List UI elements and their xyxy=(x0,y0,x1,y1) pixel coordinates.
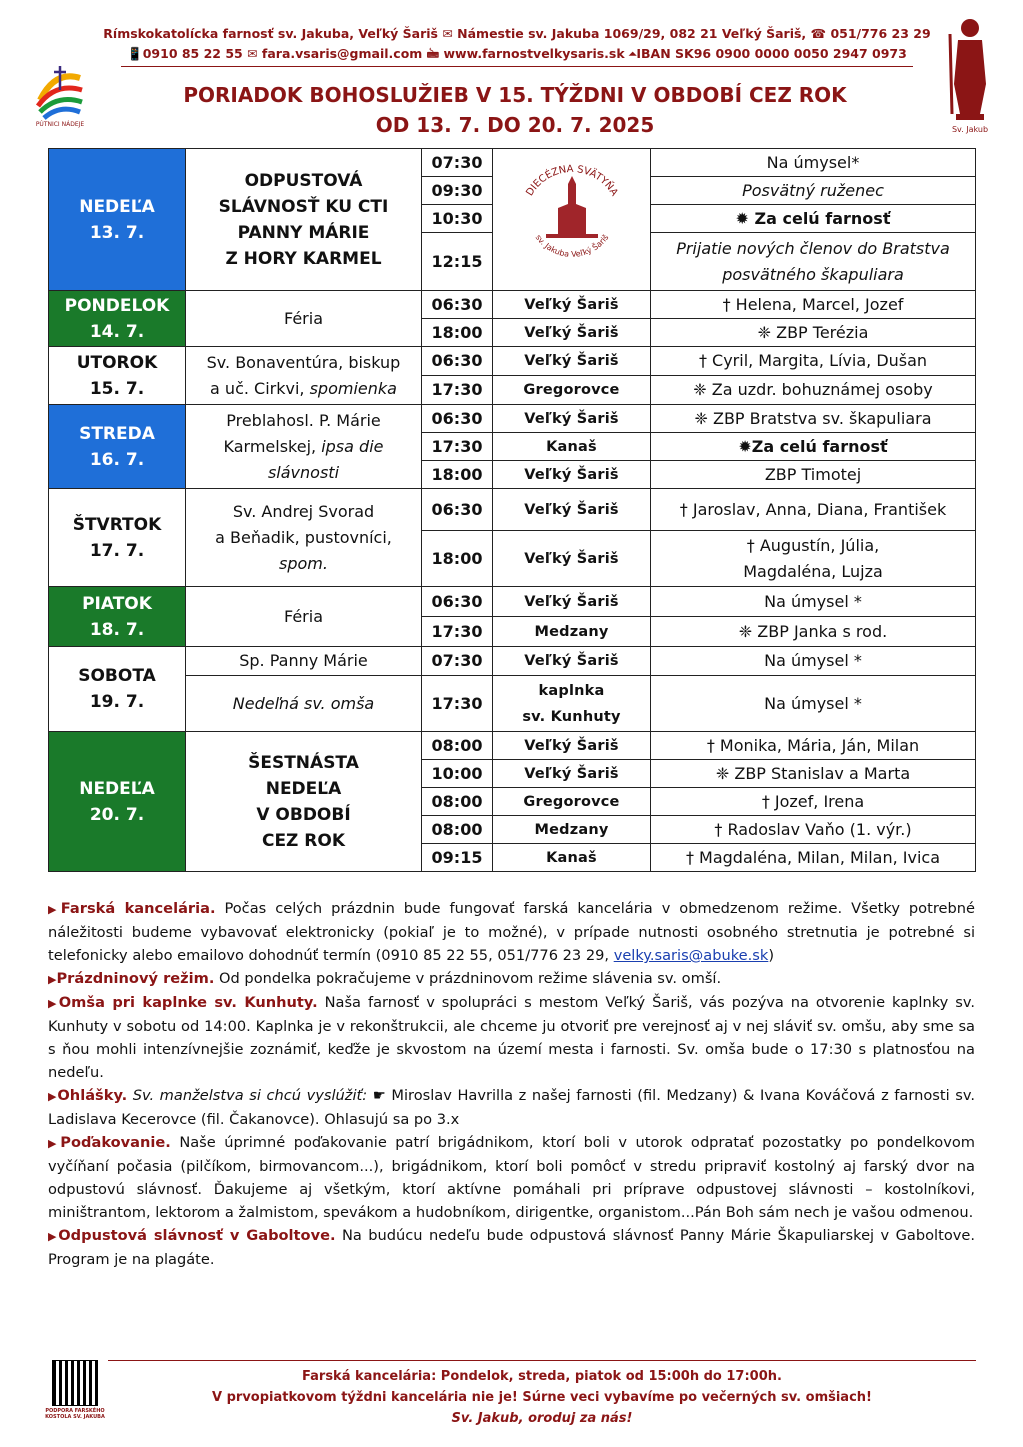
time-cell: 12:15 xyxy=(422,233,493,291)
announcement-item xyxy=(48,1224,975,1271)
place-cell: Veľký Šariš xyxy=(493,319,651,347)
time-cell: 17:30 xyxy=(422,433,493,461)
office-hours: Farská kancelária: Pondelok, streda, piatok od 15:00h do 17:00h. xyxy=(302,1369,782,1384)
announcement-text: ) xyxy=(768,947,775,964)
qr-code-icon[interactable] xyxy=(52,1360,98,1406)
day-name: SOBOTA xyxy=(78,666,156,686)
feast-cell xyxy=(186,405,422,489)
triangle-bullet-icon: ▶ xyxy=(48,1230,59,1243)
table-row xyxy=(49,587,976,617)
day-cell xyxy=(49,149,186,291)
jubilee-logo-icon xyxy=(30,60,90,128)
announcement-text: Na budúcu nedeľu bude odpustová slávnosť Panny Márie Škapuliarskej v Gaboltove. Program je na plagáte. xyxy=(48,1227,976,1268)
table-row xyxy=(49,647,976,676)
feast-line: ODPUSTOVÁ xyxy=(244,170,363,191)
table-row xyxy=(49,291,976,319)
table-row xyxy=(49,489,976,531)
diocesan-shrine-icon xyxy=(512,156,632,276)
place-cell: Gregorovce xyxy=(493,788,651,816)
intent-cell: ❈ Za uzdr. bohuznámej osoby xyxy=(651,376,976,405)
day-name: ŠTVRTOK xyxy=(72,514,162,535)
feast-line: CEZ ROK xyxy=(261,830,346,851)
place-cell: Kanaš xyxy=(493,844,651,872)
mass-schedule-table xyxy=(48,148,976,872)
page-title xyxy=(95,80,935,140)
place-cell: Gregorovce xyxy=(493,376,651,405)
intent-cell: ✹ Za celú farnosť xyxy=(651,205,976,233)
day-name: PIATOK xyxy=(82,593,152,614)
place-line: sv. Kunhuty xyxy=(522,708,621,725)
day-date: 14. 7. xyxy=(89,321,145,342)
day-date: 15. 7. xyxy=(89,378,145,399)
announcement-item xyxy=(48,967,975,991)
intent-line: Prijatie nových členov do Bratstva xyxy=(676,238,950,258)
announcement-item xyxy=(48,1084,975,1131)
announcement-heading: Prázdninový režim. xyxy=(56,970,215,987)
feast-line: ŠESTNÁSTA xyxy=(248,752,359,773)
table-row xyxy=(49,405,976,433)
table-row xyxy=(49,347,976,376)
title-line-1: PORIADOK BOHOSLUŽIEB V 15. TÝŽDNI V OBDOBÍ CEZ ROK xyxy=(183,83,847,107)
day-name: NEDEĽA xyxy=(79,196,155,217)
feast-line: Sv. Bonaventúra, biskup xyxy=(206,352,401,372)
triangle-bullet-icon: ▶ xyxy=(48,997,59,1010)
day-cell xyxy=(49,489,186,587)
feast-line: PANNY MÁRIE xyxy=(237,222,370,243)
time-cell: 10:30 xyxy=(422,205,493,233)
day-name: PONDELOK xyxy=(64,295,170,316)
jubilee-logo-text: PÚTNICI NÁDEJE xyxy=(35,121,85,128)
announcement-text: Naše úprimné poďakovanie patrí brigádnikom, ktorí boli v utorok odpratať pozostatky po pondelkovom vyčíňaní počasia (pilčíkom, birmovancom...), brigádnikom, ktorí boli pomôcť v stredu pripraviť kostolný aj farský dvor na odpustovú slávnosť. Ďakujeme aj všetkým, ktorí aktívne pomáhali pri príprave odpustovej slávnosti – kostolníkovi, miništrantom, lektorom a žalmistom, spevákom a hudobníkom, dirigentke, organistom...Pán Boh sám nech je vašou odmenou. xyxy=(48,1134,976,1221)
feast-cell: Féria xyxy=(186,587,422,647)
intent-cell: ❈ ZBP Terézia xyxy=(651,319,976,347)
intent-cell: † Magdaléna, Milan, Milan, Ivica xyxy=(651,844,976,872)
place-cell xyxy=(493,676,651,732)
time-cell: 08:00 xyxy=(422,788,493,816)
intent-cell: † Helena, Marcel, Jozef xyxy=(651,291,976,319)
feast-cell xyxy=(186,732,422,872)
time-cell: 17:30 xyxy=(422,676,493,732)
day-name: NEDEĽA xyxy=(79,778,155,799)
announcement-heading: Ohlášky. xyxy=(57,1087,128,1104)
intent-line: Magdaléna, Lujza xyxy=(743,561,883,581)
time-cell: 18:00 xyxy=(422,531,493,587)
place-cell: Veľký Šariš xyxy=(493,531,651,587)
place-cell: Medzany xyxy=(493,617,651,647)
time-cell: 06:30 xyxy=(422,405,493,433)
day-cell xyxy=(49,405,186,489)
announcement-text: Naša farnosť v spolupráci s mestom Veľký Šariš, vás pozýva na otvorenie kaplnky sv. Kunhuty v sobotu od 14:00. Kaplnka je v rekonštrukcii, ale chceme ju otvoriť pre verejnosť aj v nej sláviť sv. omšu, aby sme sa s ňou mohli intenzívnejšie zoznámiť, keďže je skvostom na území mesta i farnosti. Sv. omša bude o 17:30 s platnosťou na nedeľu. xyxy=(48,994,975,1081)
announcement-text: Od pondelka pokračujeme v prázdninovom režime slávenia sv. omší. xyxy=(214,970,722,987)
feast-cell xyxy=(186,149,422,291)
shrine-subtitle: sv. Jakuba Veľký Šariš xyxy=(533,232,610,259)
day-cell xyxy=(49,587,186,647)
feast-line: Preblahosl. P. Márie xyxy=(226,410,381,430)
feast-line: a uč. Cirkvi, xyxy=(210,378,310,398)
feast-cell: Sp. Panny Márie xyxy=(186,647,422,676)
day-date: 17. 7. xyxy=(89,540,145,561)
announcement-heading: Farská kancelária. xyxy=(60,900,216,917)
intent-cell: ❈ ZBP Stanislav a Marta xyxy=(651,760,976,788)
footer xyxy=(108,1366,976,1429)
day-cell xyxy=(49,732,186,872)
place-line: kaplnka xyxy=(538,682,605,699)
triangle-bullet-icon: ▶ xyxy=(48,903,61,916)
feast-line-italic: spom. xyxy=(279,553,328,573)
intent-cell: † Radoslav Vaňo (1. výr.) xyxy=(651,816,976,844)
feast-cell xyxy=(186,347,422,405)
time-cell: 18:00 xyxy=(422,319,493,347)
time-cell: 09:30 xyxy=(422,177,493,205)
email-link[interactable]: velky.saris@abuke.sk xyxy=(613,947,769,964)
feast-line: SLÁVNOSŤ KU CTI xyxy=(218,196,389,217)
feast-line: a Beňadik, pustovníci, xyxy=(215,527,392,547)
time-cell: 06:30 xyxy=(422,587,493,617)
time-cell: 09:15 xyxy=(422,844,493,872)
time-cell: 08:00 xyxy=(422,816,493,844)
time-cell: 07:30 xyxy=(422,149,493,177)
day-date: 18. 7. xyxy=(89,619,145,640)
day-date: 13. 7. xyxy=(89,222,145,243)
intent-line: posvätného škapuliara xyxy=(722,264,904,284)
time-cell: 06:30 xyxy=(422,291,493,319)
intent-line: † Augustín, Júlia, xyxy=(746,535,880,555)
day-date: 16. 7. xyxy=(89,449,145,470)
announcement-heading: Odpustová slávnosť v Gaboltove. xyxy=(58,1227,336,1244)
time-cell: 17:30 xyxy=(422,617,493,647)
intent-cell: † Monika, Mária, Ján, Milan xyxy=(651,732,976,760)
announcement-heading: Poďakovanie. xyxy=(60,1134,171,1151)
time-cell: 10:00 xyxy=(422,760,493,788)
place-cell: Veľký Šariš xyxy=(493,347,651,376)
saint-james-caption: Sv. Jakub xyxy=(951,125,989,134)
place-cell: Veľký Šariš xyxy=(493,732,651,760)
announcement-text: Počas celých prázdnin bude fungovať farská kancelária v obmedzenom režime. Všetky potrebné náležitosti budeme vybavovať elektronicky (pokiaľ je to možné), v prípade nutnosti osobného stretnutia je potrebné si telefonicky alebo emailovo dohodnúť termín (0910 85 22 55, 051/776 23 29, xyxy=(48,900,975,964)
intent-cell xyxy=(651,531,976,587)
saint-james-statue-icon xyxy=(940,14,1000,134)
intent-cell: † Cyril, Margita, Lívia, Dušan xyxy=(651,347,976,376)
time-cell: 08:00 xyxy=(422,732,493,760)
shrine-logo-cell xyxy=(493,149,651,291)
table-row xyxy=(49,676,976,732)
place-cell: Veľký Šariš xyxy=(493,461,651,489)
place-cell: Veľký Šariš xyxy=(493,587,651,617)
time-cell: 18:00 xyxy=(422,461,493,489)
announcements xyxy=(48,897,975,1271)
qr-caption: PODPORA FARSKÉHO KOSTOLA SV. JAKUBA xyxy=(45,1408,105,1420)
intent-cell: Na úmysel * xyxy=(651,587,976,617)
place-cell: Veľký Šariš xyxy=(493,489,651,531)
header-line-2: 📱0910 85 22 55 ✉ fara.vsaris@gmail.com 🖮 www.farnostvelkysaris.sk ⏶IBAN SK96 0900 0000 0050 2947 0973 xyxy=(121,44,913,67)
day-cell xyxy=(49,347,186,405)
feast-line-italic: spomienka xyxy=(309,378,397,398)
feast-line: NEDEĽA xyxy=(265,778,342,799)
feast-line: V OBDOBÍ xyxy=(256,804,351,825)
office-note: V prvopiatkovom týždni kancelária nie je! Súrne veci vybavíme po večerných sv. omšiach! xyxy=(212,1390,872,1405)
triangle-bullet-icon: ▶ xyxy=(48,973,57,986)
footer-divider xyxy=(108,1360,976,1361)
feast-line: Z HORY KARMEL xyxy=(225,248,382,269)
prayer-line: Sv. Jakub, oroduj za nás! xyxy=(451,1411,633,1426)
feast-line-italic: slávnosti xyxy=(267,462,340,482)
intent-cell: † Jaroslav, Anna, Diana, František xyxy=(651,489,976,531)
day-date: 19. 7. xyxy=(89,692,145,712)
triangle-bullet-icon: ▶ xyxy=(48,1137,61,1150)
time-cell: 06:30 xyxy=(422,489,493,531)
day-name: STREDA xyxy=(79,423,155,444)
title-line-2: OD 13. 7. DO 20. 7. 2025 xyxy=(375,113,655,137)
announcement-item xyxy=(48,991,975,1084)
table-row xyxy=(49,732,976,760)
intent-cell: Na úmysel * xyxy=(651,676,976,732)
parish-header xyxy=(92,24,942,67)
place-cell: Medzany xyxy=(493,816,651,844)
day-date: 20. 7. xyxy=(89,804,145,825)
day-cell xyxy=(49,647,186,732)
place-cell: Kanaš xyxy=(493,433,651,461)
feast-cell: Nedeľná sv. omša xyxy=(186,676,422,732)
intent-cell: Na úmysel* xyxy=(651,149,976,177)
time-cell: 17:30 xyxy=(422,376,493,405)
table-row xyxy=(49,149,976,177)
triangle-bullet-icon: ▶ xyxy=(48,1090,58,1103)
intent-cell: Posvätný ruženec xyxy=(651,177,976,205)
feast-line-italic: ipsa die xyxy=(321,436,384,456)
intent-cell: Na úmysel * xyxy=(651,647,976,676)
shrine-title: DIECÉZNA SVÄTYŇA xyxy=(523,163,620,198)
place-cell: Veľký Šariš xyxy=(493,405,651,433)
intent-cell: ❈ ZBP Janka s rod. xyxy=(651,617,976,647)
feast-line: Sv. Andrej Svorad xyxy=(232,501,375,521)
header-line-1: Rímskokatolícka farnosť sv. Jakuba, Veľký Šariš ✉ Námestie sv. Jakuba 1069/29, 082 21 Veľký Šariš, ☎ 051/776 23 29 xyxy=(103,26,931,41)
intent-cell xyxy=(651,233,976,291)
time-cell: 06:30 xyxy=(422,347,493,376)
feast-line: Karmelskej, xyxy=(223,436,322,456)
day-name: UTOROK xyxy=(76,352,158,373)
intent-cell: † Jozef, Irena xyxy=(651,788,976,816)
feast-cell: Féria xyxy=(186,291,422,347)
day-cell xyxy=(49,291,186,347)
intent-cell: ZBP Timotej xyxy=(651,461,976,489)
intent-cell: ✹Za celú farnosť xyxy=(651,433,976,461)
place-cell: Veľký Šariš xyxy=(493,647,651,676)
announcement-italic: Sv. manželstva si chcú vyslúžiť: xyxy=(127,1087,373,1104)
place-cell: Veľký Šariš xyxy=(493,760,651,788)
feast-cell xyxy=(186,489,422,587)
time-cell: 07:30 xyxy=(422,647,493,676)
place-cell: Veľký Šariš xyxy=(493,291,651,319)
announcement-item xyxy=(48,1131,975,1224)
announcement-item xyxy=(48,897,975,967)
announcement-text: ☛ Miroslav Havrilla z našej farnosti (fil. Medzany) & Ivana Kováčová z farnosti sv. Ladislava Kecerovce (fil. Čakanovce). Ohlasujú sa po 3.x xyxy=(48,1087,975,1128)
intent-cell: ❈ ZBP Bratstva sv. škapuliara xyxy=(651,405,976,433)
announcement-heading: Omša pri kaplnke sv. Kunhuty. xyxy=(58,994,318,1011)
